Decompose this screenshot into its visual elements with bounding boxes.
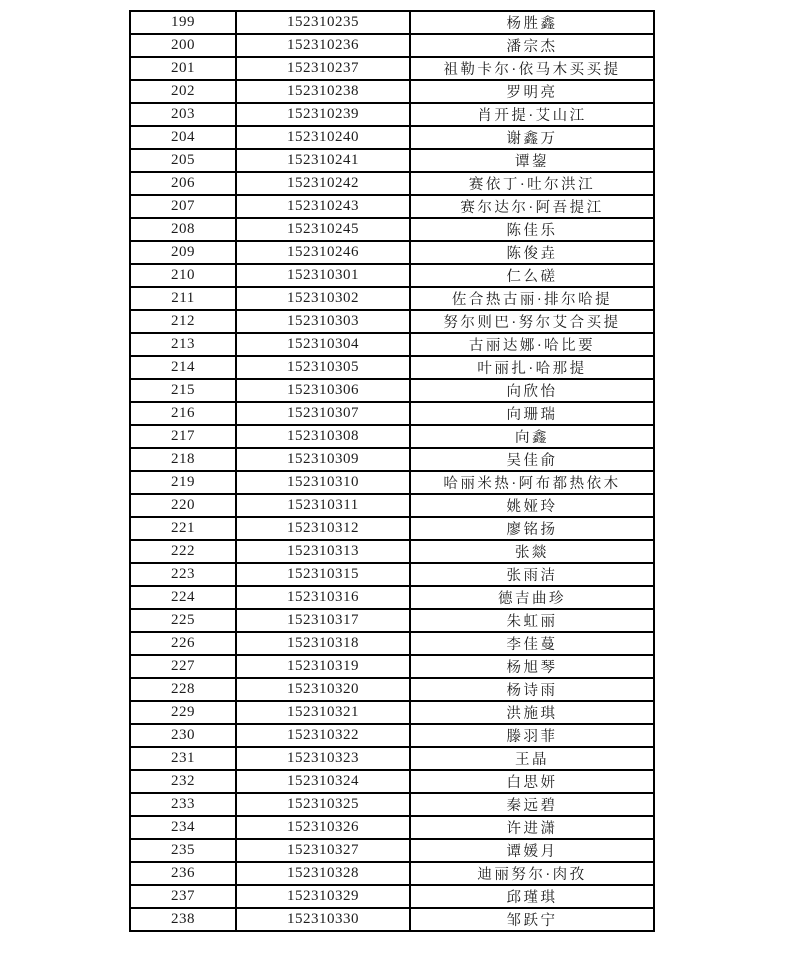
student-name-cell: 向欣怡 [410,379,654,402]
table-row [130,379,654,402]
student-id-cell: 152310320 [236,678,410,701]
student-id-cell: 152310309 [236,448,410,471]
table-row [130,241,654,264]
student-id-cell: 152310310 [236,471,410,494]
row-index-cell: 205 [130,149,236,172]
student-name-cell: 张燚 [410,540,654,563]
student-id-cell: 152310324 [236,770,410,793]
row-index-cell: 200 [130,34,236,57]
table-row [130,678,654,701]
student-name-cell: 陈俊垚 [410,241,654,264]
student-id-cell: 152310307 [236,402,410,425]
row-index-cell: 210 [130,264,236,287]
row-index-cell: 199 [130,11,236,34]
row-index-cell: 230 [130,724,236,747]
row-index-cell: 209 [130,241,236,264]
row-index-cell: 237 [130,885,236,908]
student-name-cell: 叶丽扎·哈那提 [410,356,654,379]
row-index-cell: 207 [130,195,236,218]
table-row [130,517,654,540]
student-id-cell: 152310245 [236,218,410,241]
student-id-cell: 152310243 [236,195,410,218]
student-name-cell: 肖开提·艾山江 [410,103,654,126]
student-id-cell: 152310306 [236,379,410,402]
row-index-cell: 215 [130,379,236,402]
student-name-cell: 李佳蔓 [410,632,654,655]
student-id-cell: 152310313 [236,540,410,563]
row-index-cell: 238 [130,908,236,931]
row-index-cell: 226 [130,632,236,655]
student-name-cell: 赛尔达尔·阿吾提江 [410,195,654,218]
table-row [130,540,654,563]
table-row [130,126,654,149]
student-name-cell: 仁么磋 [410,264,654,287]
student-name-cell: 祖勒卡尔·依马木买买提 [410,57,654,80]
student-id-cell: 152310302 [236,287,410,310]
row-index-cell: 214 [130,356,236,379]
table-row [130,747,654,770]
table-row [130,34,654,57]
student-name-cell: 白思妍 [410,770,654,793]
student-name-cell: 向鑫 [410,425,654,448]
student-name-cell: 谭媛月 [410,839,654,862]
table-row [130,793,654,816]
row-index-cell: 232 [130,770,236,793]
student-id-cell: 152310237 [236,57,410,80]
table-row [130,172,654,195]
row-index-cell: 224 [130,586,236,609]
student-name-cell: 努尔则巴·努尔艾合买提 [410,310,654,333]
row-index-cell: 216 [130,402,236,425]
student-id-cell: 152310316 [236,586,410,609]
student-id-cell: 152310240 [236,126,410,149]
row-index-cell: 225 [130,609,236,632]
student-name-cell: 迪丽努尔·肉孜 [410,862,654,885]
row-index-cell: 235 [130,839,236,862]
row-index-cell: 201 [130,57,236,80]
table-row [130,448,654,471]
row-index-cell: 222 [130,540,236,563]
student-id-cell: 152310319 [236,655,410,678]
student-id-cell: 152310241 [236,149,410,172]
row-index-cell: 223 [130,563,236,586]
student-name-cell: 许进潇 [410,816,654,839]
student-name-cell: 佐合热古丽·排尔哈提 [410,287,654,310]
student-name-cell: 张雨洁 [410,563,654,586]
student-name-cell: 罗明亮 [410,80,654,103]
student-roster-table [129,10,655,932]
student-name-cell: 秦远碧 [410,793,654,816]
student-name-cell: 杨旭琴 [410,655,654,678]
student-name-cell: 吴佳俞 [410,448,654,471]
table-row [130,356,654,379]
student-id-cell: 152310321 [236,701,410,724]
table-row [130,11,654,34]
student-name-cell: 邱瑾琪 [410,885,654,908]
student-id-cell: 152310301 [236,264,410,287]
student-id-cell: 152310330 [236,908,410,931]
table-row [130,287,654,310]
row-index-cell: 203 [130,103,236,126]
table-row [130,609,654,632]
table-row [130,264,654,287]
row-index-cell: 202 [130,80,236,103]
row-index-cell: 219 [130,471,236,494]
student-roster-body [130,11,654,931]
table-row [130,632,654,655]
table-row [130,80,654,103]
table-row [130,839,654,862]
table-row [130,402,654,425]
row-index-cell: 234 [130,816,236,839]
student-name-cell: 杨胜鑫 [410,11,654,34]
row-index-cell: 212 [130,310,236,333]
student-name-cell: 廖铭扬 [410,517,654,540]
student-name-cell: 谢鑫万 [410,126,654,149]
student-id-cell: 152310242 [236,172,410,195]
row-index-cell: 213 [130,333,236,356]
row-index-cell: 236 [130,862,236,885]
student-id-cell: 152310318 [236,632,410,655]
student-name-cell: 潘宗杰 [410,34,654,57]
student-name-cell: 邹跃宁 [410,908,654,931]
row-index-cell: 218 [130,448,236,471]
table-row [130,218,654,241]
table-row [130,655,654,678]
row-index-cell: 231 [130,747,236,770]
row-index-cell: 217 [130,425,236,448]
student-id-cell: 152310304 [236,333,410,356]
student-id-cell: 152310308 [236,425,410,448]
row-index-cell: 206 [130,172,236,195]
table-row [130,586,654,609]
row-index-cell: 204 [130,126,236,149]
row-index-cell: 229 [130,701,236,724]
student-name-cell: 朱虹丽 [410,609,654,632]
table-row [130,195,654,218]
student-name-cell: 德吉曲珍 [410,586,654,609]
table-row [130,563,654,586]
row-index-cell: 227 [130,655,236,678]
student-name-cell: 陈佳乐 [410,218,654,241]
row-index-cell: 208 [130,218,236,241]
student-id-cell: 152310326 [236,816,410,839]
row-index-cell: 228 [130,678,236,701]
student-id-cell: 152310235 [236,11,410,34]
row-index-cell: 221 [130,517,236,540]
row-index-cell: 233 [130,793,236,816]
row-index-cell: 211 [130,287,236,310]
student-id-cell: 152310327 [236,839,410,862]
table-row [130,149,654,172]
table-row [130,701,654,724]
student-id-cell: 152310239 [236,103,410,126]
student-name-cell: 王晶 [410,747,654,770]
table-row [130,471,654,494]
student-id-cell: 152310325 [236,793,410,816]
student-id-cell: 152310328 [236,862,410,885]
student-id-cell: 152310312 [236,517,410,540]
table-row [130,862,654,885]
table-row [130,333,654,356]
student-name-cell: 赛依丁·吐尔洪江 [410,172,654,195]
table-row [130,425,654,448]
student-id-cell: 152310322 [236,724,410,747]
table-row [130,57,654,80]
table-row [130,494,654,517]
student-id-cell: 152310305 [236,356,410,379]
student-id-cell: 152310323 [236,747,410,770]
student-id-cell: 152310315 [236,563,410,586]
student-id-cell: 152310329 [236,885,410,908]
student-id-cell: 152310246 [236,241,410,264]
table-row [130,103,654,126]
row-index-cell: 220 [130,494,236,517]
student-name-cell: 杨诗雨 [410,678,654,701]
student-name-cell: 滕羽菲 [410,724,654,747]
table-row [130,310,654,333]
student-id-cell: 152310303 [236,310,410,333]
table-row [130,885,654,908]
table-row [130,724,654,747]
table-row [130,816,654,839]
student-id-cell: 152310317 [236,609,410,632]
student-name-cell: 谭鋆 [410,149,654,172]
student-name-cell: 洪施琪 [410,701,654,724]
table-row [130,908,654,931]
student-name-cell: 向珊瑞 [410,402,654,425]
student-name-cell: 古丽达娜·哈比要 [410,333,654,356]
student-name-cell: 姚娅玲 [410,494,654,517]
student-id-cell: 152310238 [236,80,410,103]
student-id-cell: 152310311 [236,494,410,517]
table-row [130,770,654,793]
student-name-cell: 哈丽米热·阿布都热依木 [410,471,654,494]
student-id-cell: 152310236 [236,34,410,57]
